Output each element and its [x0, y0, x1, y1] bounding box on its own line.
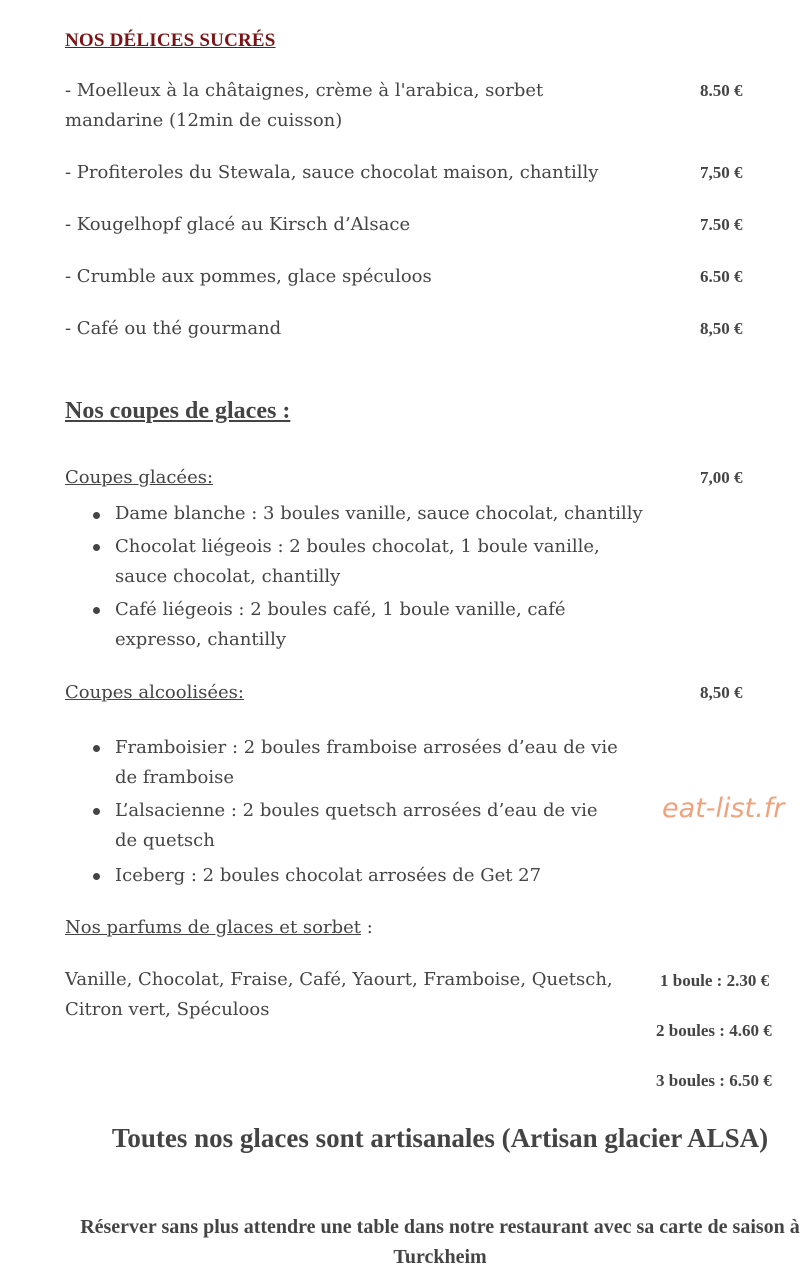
- menu-item-price: 6.50 €: [700, 267, 743, 286]
- list-item: Café liégeois : 2 boules café, 1 boule vanille, café expresso, chantilly: [115, 599, 566, 650]
- subsection-label-glacees: Coupes glacées:: [65, 467, 214, 488]
- menu-item-name: - Profiteroles du Stewala, sauce chocolat maison, chantilly: [65, 162, 599, 183]
- menu-item-name: - Kougelhopf glacé au Kirsch d’Alsace: [65, 214, 411, 235]
- scoop-price: 1 boule : 2.30 €: [660, 971, 770, 990]
- scoop-price: 3 boules : 6.50 €: [656, 1071, 772, 1090]
- watermark-logo: eat-list.fr: [662, 793, 785, 824]
- bullet-dot: [93, 607, 100, 614]
- subsection-label-alcoolisees: Coupes alcoolisées:: [65, 682, 244, 703]
- flavors-label: Nos parfums de glaces et sorbet: [65, 917, 361, 938]
- flavors-heading: [65, 913, 373, 943]
- artisanal-notice: Toutes nos glaces sont artisanales (Artisan glacier ALSA): [111, 1123, 769, 1153]
- bullet-dot: [93, 873, 100, 880]
- bullet-dot: [93, 808, 100, 815]
- list-item: Chocolat liégeois : 2 boules chocolat, 1 boule vanille, sauce chocolat, chantilly: [115, 536, 600, 587]
- subsection-price-glacees: 7,00 €: [700, 468, 743, 487]
- flavors-label-suffix: :: [360, 917, 373, 938]
- section-title-sweets: NOS DÉLICES SUCRÉS: [65, 30, 276, 51]
- menu-item-price: 7.50 €: [700, 215, 743, 234]
- list-item: Dame blanche : 3 boules vanille, sauce chocolat, chantilly: [115, 503, 643, 524]
- bullet-dot: [93, 512, 100, 519]
- bullet-dot: [93, 544, 100, 551]
- menu-item-price: 8,50 €: [700, 319, 743, 338]
- subsection-price-alcoolisees: 8,50 €: [700, 683, 743, 702]
- list-item: L’alsacienne : 2 boules quetsch arrosées d’eau de vie de quetsch: [115, 800, 598, 851]
- bullet-dot: [93, 745, 100, 752]
- menu-item-price: 8.50 €: [700, 81, 743, 100]
- menu-item-name: - Café ou thé gourmand: [65, 318, 282, 339]
- list-item: Framboisier : 2 boules framboise arrosées d’eau de vie de framboise: [115, 737, 618, 788]
- section-title-icecream: Nos coupes de glaces :: [65, 398, 291, 424]
- menu-item-name: - Moelleux à la châtaignes, crème à l'arabica, sorbet mandarine (12min de cuisson): [65, 80, 544, 131]
- list-item: Iceberg : 2 boules chocolat arrosées de Get 27: [115, 865, 542, 886]
- menu-item-price: 7,50 €: [700, 163, 743, 182]
- menu-item-name: - Crumble aux pommes, glace spéculoos: [65, 266, 432, 287]
- scoop-price: 2 boules : 4.60 €: [656, 1021, 772, 1040]
- flavors-list: Vanille, Chocolat, Fraise, Café, Yaourt, Framboise, Quetsch, Citron vert, Spéculoos: [65, 969, 613, 1020]
- reservation-notice: Réserver sans plus attendre une table dans notre restaurant avec sa carte de saison à Turckheim: [80, 1216, 800, 1268]
